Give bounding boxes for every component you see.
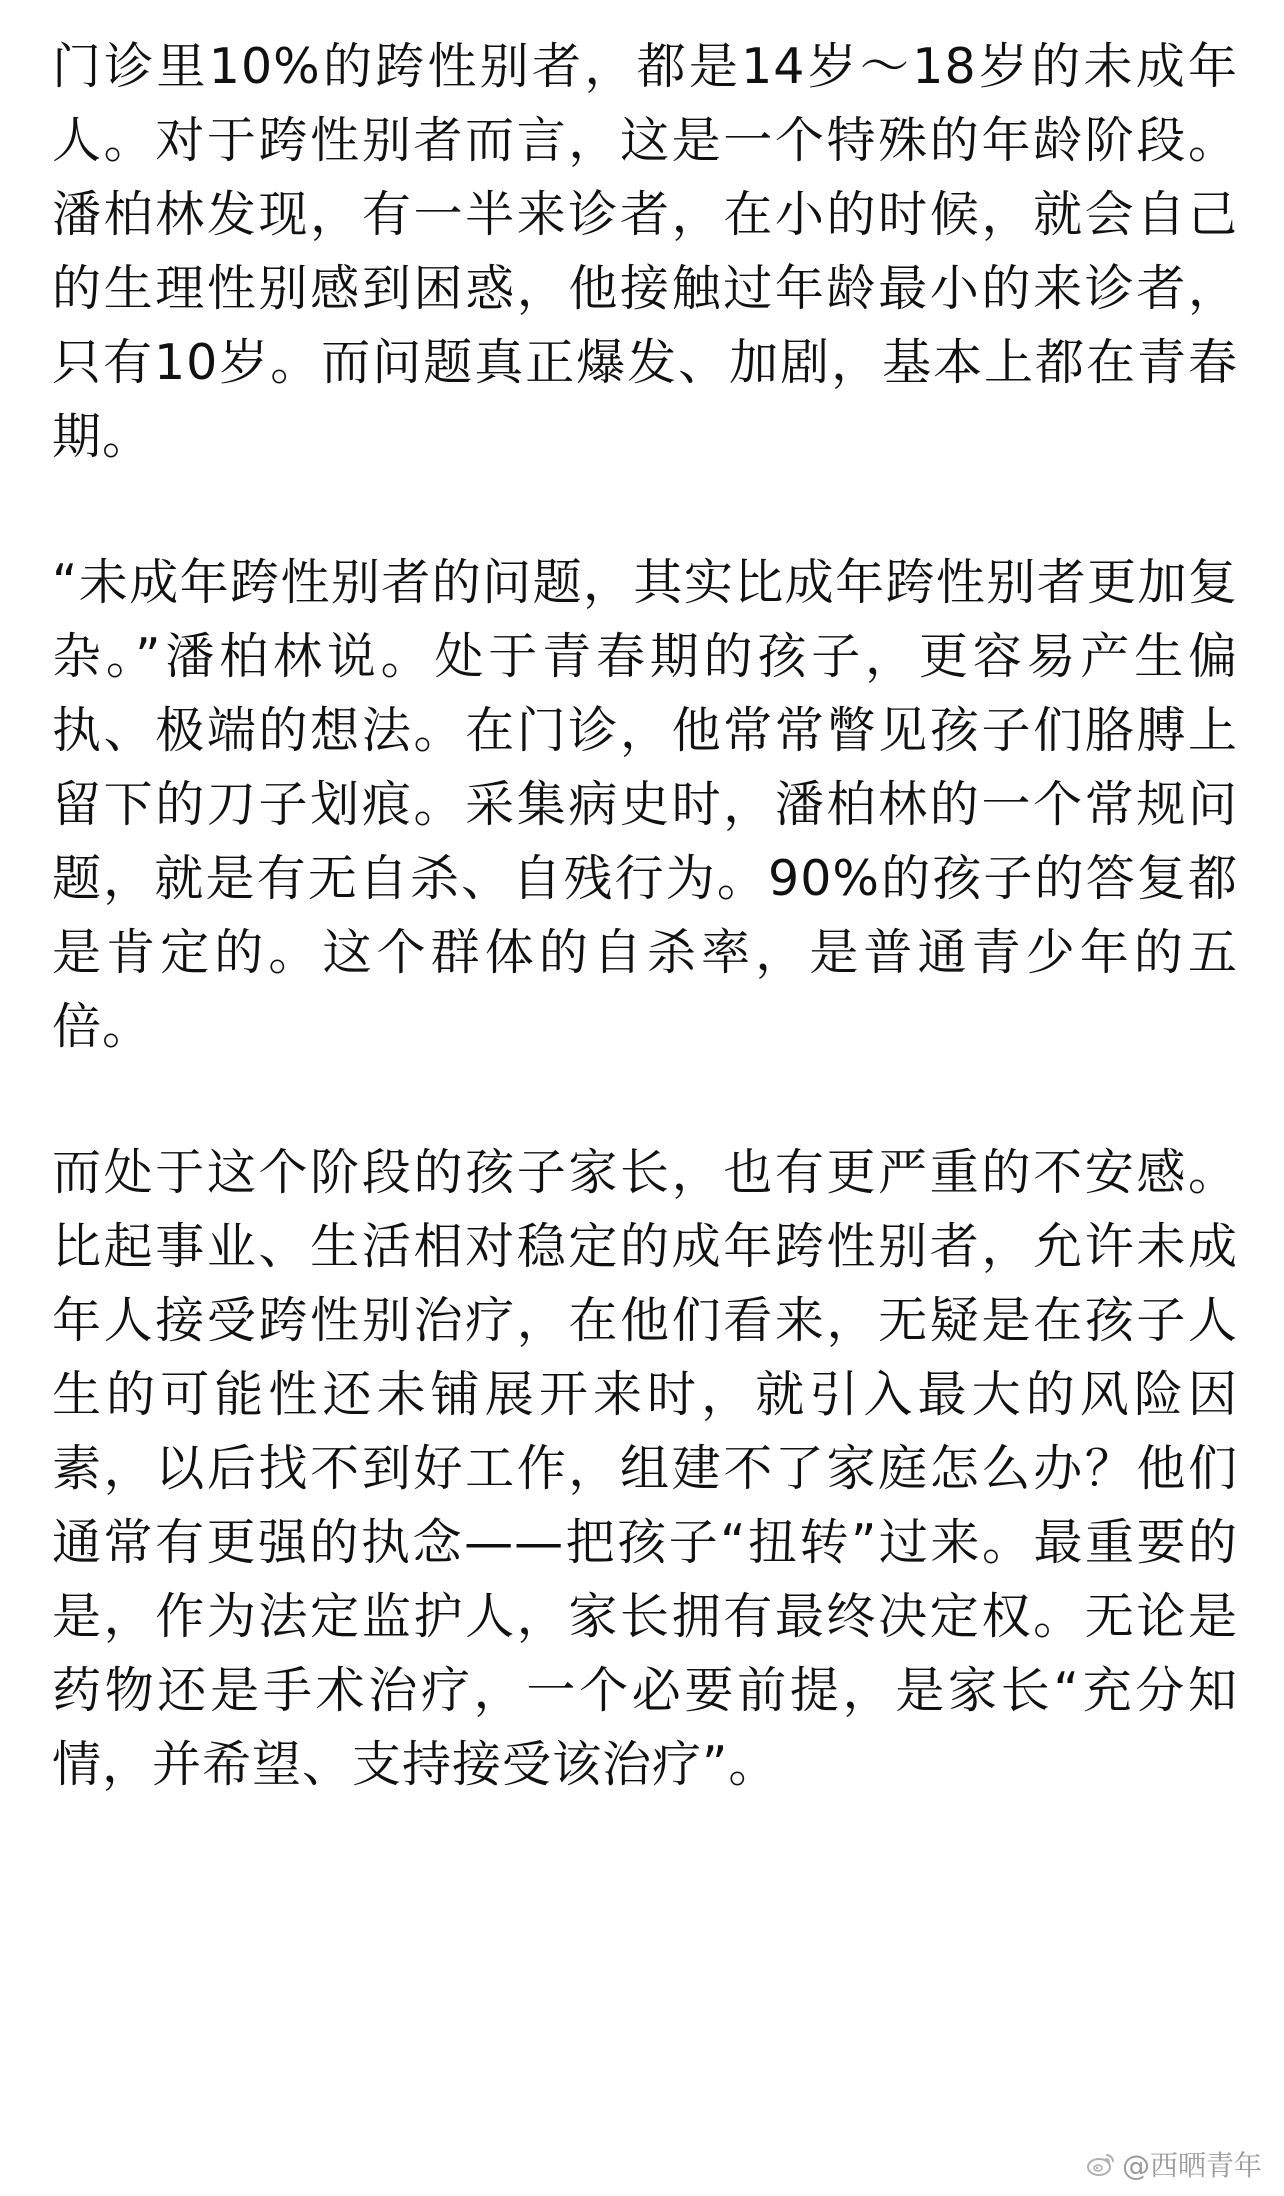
- watermark: [1086, 2144, 1262, 2184]
- paragraph: 门诊里10%的跨性别者，都是14岁～18岁的未成年人。对于跨性别者而言，这是一个特殊的年龄阶段。潘柏林发现，有一半来诊者，在小的时候，就会自己的生理性别感到困惑，他接触过年龄最小的来诊者，只有10岁。而问题真正爆发、加剧，基本上都在青春期。: [52, 38, 1238, 465]
- article-body: [52, 30, 1238, 1802]
- paragraph: 而处于这个阶段的孩子家长，也有更严重的不安感。比起事业、生活相对稳定的成年跨性别者，允许未成年人接受跨性别治疗，在他们看来，无疑是在孩子人生的可能性还未铺展开来时，就引入最大的风险因素，以后找不到好工作，组建不了家庭怎么办？他们通常有更强的执念——把孩子“扭转”过来。最重要的是，作为法定监护人，家长拥有最终决定权。无论是药物还是手术治疗，一个必要前提，是家长“充分知情，并希望、支持接受该治疗”。: [52, 1144, 1238, 1793]
- watermark-text: @西晒青年: [1121, 2149, 1262, 2182]
- paragraph: “未成年跨性别者的问题，其实比成年跨性别者更加复杂。”潘柏林说。处于青春期的孩子，更容易产生偏执、极端的想法。在门诊，他常常瞥见孩子们胳膊上留下的刀子划痕。采集病史时，潘柏林的一个常规问题，就是有无自杀、自残行为。90%的孩子的答复都是肯定的。这个群体的自杀率，是普通青少年的五倍。: [52, 554, 1238, 1055]
- weibo-icon: [1086, 2151, 1116, 2177]
